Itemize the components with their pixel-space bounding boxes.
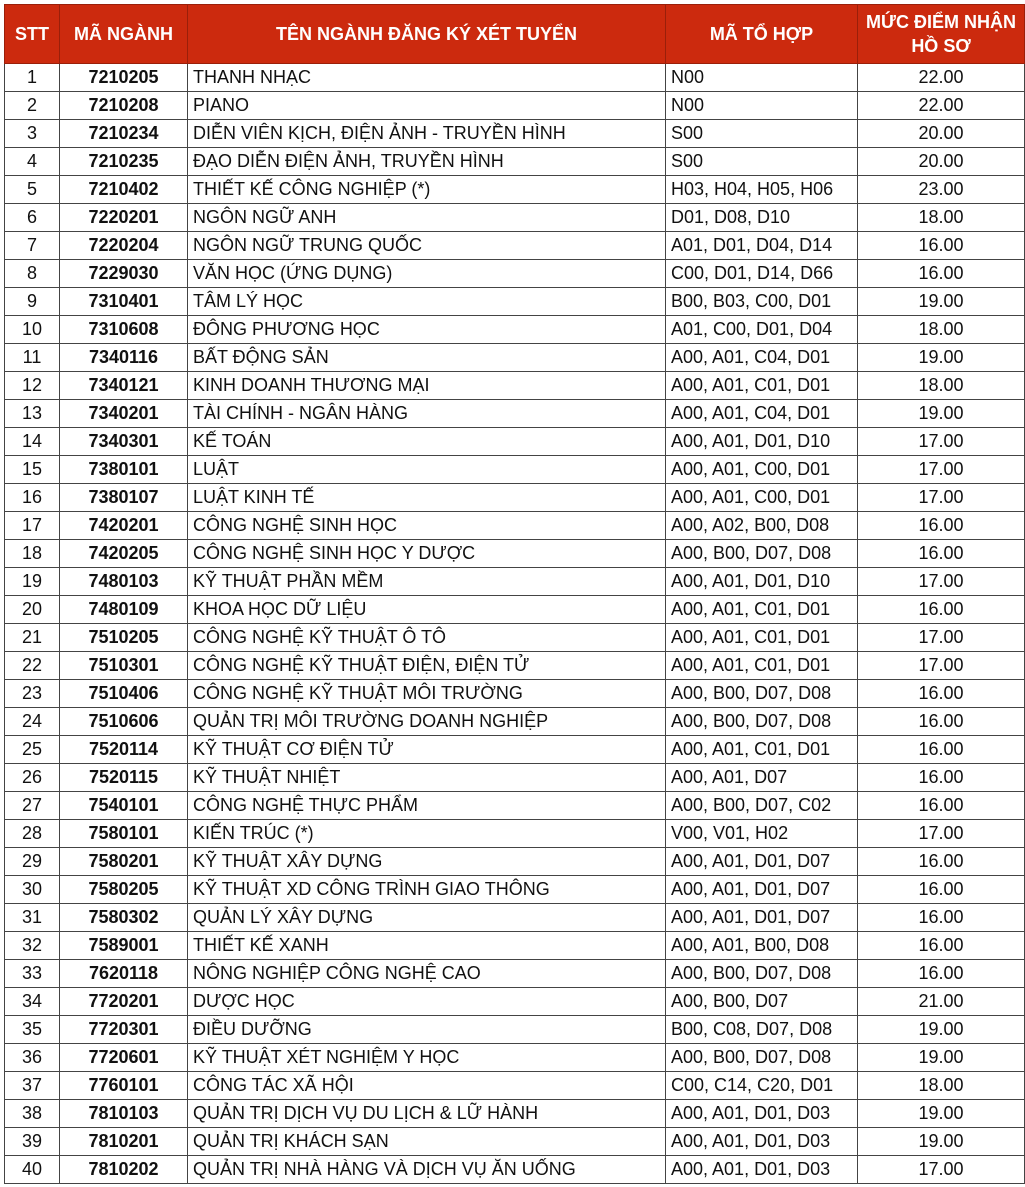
cell-name: DIỄN VIÊN KỊCH, ĐIỆN ẢNH - TRUYỀN HÌNH: [188, 120, 666, 148]
cell-code: 7340121: [60, 372, 188, 400]
cell-stt: 26: [5, 764, 60, 792]
cell-code: 7510205: [60, 624, 188, 652]
cell-combo: A00, A01, D01, D07: [666, 848, 858, 876]
cell-score: 17.00: [858, 568, 1025, 596]
cell-score: 16.00: [858, 260, 1025, 288]
cell-stt: 24: [5, 708, 60, 736]
cell-combo: A00, A01, C04, D01: [666, 344, 858, 372]
cell-combo: V00, V01, H02: [666, 820, 858, 848]
cell-code: 7720301: [60, 1016, 188, 1044]
cell-score: 17.00: [858, 652, 1025, 680]
cell-combo: A01, D01, D04, D14: [666, 232, 858, 260]
header-code: MÃ NGÀNH: [60, 5, 188, 64]
cell-score: 23.00: [858, 176, 1025, 204]
cell-combo: A00, A01, D01, D03: [666, 1128, 858, 1156]
cell-combo: A00, B00, D07, C02: [666, 792, 858, 820]
cell-score: 17.00: [858, 1156, 1025, 1184]
cell-name: CÔNG NGHỆ SINH HỌC Y DƯỢC: [188, 540, 666, 568]
cell-combo: A00, B00, D07: [666, 988, 858, 1016]
cell-score: 19.00: [858, 1016, 1025, 1044]
cell-name: KỸ THUẬT PHẦN MỀM: [188, 568, 666, 596]
cell-stt: 28: [5, 820, 60, 848]
cell-code: 7380107: [60, 484, 188, 512]
table-row: [5, 680, 1025, 708]
cell-code: 7229030: [60, 260, 188, 288]
table-row: [5, 204, 1025, 232]
cell-stt: 13: [5, 400, 60, 428]
cell-score: 20.00: [858, 120, 1025, 148]
cell-combo: C00, C14, C20, D01: [666, 1072, 858, 1100]
cell-code: 7510301: [60, 652, 188, 680]
admission-table: [4, 4, 1025, 1184]
cell-score: 16.00: [858, 680, 1025, 708]
cell-code: 7210235: [60, 148, 188, 176]
cell-name: QUẢN LÝ XÂY DỰNG: [188, 904, 666, 932]
cell-stt: 14: [5, 428, 60, 456]
cell-score: 16.00: [858, 232, 1025, 260]
cell-code: 7580101: [60, 820, 188, 848]
cell-stt: 32: [5, 932, 60, 960]
cell-combo: A00, A01, C04, D01: [666, 400, 858, 428]
cell-code: 7510406: [60, 680, 188, 708]
cell-name: THIẾT KẾ CÔNG NGHIỆP (*): [188, 176, 666, 204]
cell-name: LUẬT: [188, 456, 666, 484]
cell-code: 7420201: [60, 512, 188, 540]
cell-combo: A01, C00, D01, D04: [666, 316, 858, 344]
cell-combo: A00, A01, D01, D10: [666, 568, 858, 596]
cell-name: KỸ THUẬT NHIỆT: [188, 764, 666, 792]
cell-score: 16.00: [858, 932, 1025, 960]
header-stt: STT: [5, 5, 60, 64]
table-row: [5, 288, 1025, 316]
cell-combo: A00, B00, D07, D08: [666, 540, 858, 568]
cell-name: KHOA HỌC DỮ LIỆU: [188, 596, 666, 624]
cell-code: 7580302: [60, 904, 188, 932]
cell-combo: B00, B03, C00, D01: [666, 288, 858, 316]
cell-name: CÔNG NGHỆ KỸ THUẬT MÔI TRƯỜNG: [188, 680, 666, 708]
table-row: [5, 820, 1025, 848]
cell-combo: A00, A01, C00, D01: [666, 484, 858, 512]
table-row: [5, 428, 1025, 456]
cell-code: 7220204: [60, 232, 188, 260]
table-row: [5, 148, 1025, 176]
cell-stt: 33: [5, 960, 60, 988]
cell-code: 7720201: [60, 988, 188, 1016]
cell-stt: 20: [5, 596, 60, 624]
cell-code: 7760101: [60, 1072, 188, 1100]
table-row: [5, 568, 1025, 596]
cell-score: 16.00: [858, 736, 1025, 764]
cell-combo: N00: [666, 92, 858, 120]
cell-name: QUẢN TRỊ KHÁCH SẠN: [188, 1128, 666, 1156]
cell-name: KẾ TOÁN: [188, 428, 666, 456]
cell-code: 7210402: [60, 176, 188, 204]
cell-stt: 39: [5, 1128, 60, 1156]
cell-stt: 6: [5, 204, 60, 232]
table-row: [5, 960, 1025, 988]
table-row: [5, 400, 1025, 428]
cell-score: 19.00: [858, 344, 1025, 372]
table-row: [5, 120, 1025, 148]
cell-score: 19.00: [858, 1044, 1025, 1072]
cell-combo: A00, A01, D01, D07: [666, 876, 858, 904]
cell-code: 7589001: [60, 932, 188, 960]
table-row: [5, 596, 1025, 624]
cell-combo: B00, C08, D07, D08: [666, 1016, 858, 1044]
cell-combo: S00: [666, 148, 858, 176]
cell-score: 16.00: [858, 848, 1025, 876]
cell-score: 16.00: [858, 876, 1025, 904]
cell-stt: 21: [5, 624, 60, 652]
table-row: [5, 372, 1025, 400]
cell-name: CÔNG NGHỆ KỸ THUẬT ĐIỆN, ĐIỆN TỬ: [188, 652, 666, 680]
table-row: [5, 764, 1025, 792]
cell-code: 7340201: [60, 400, 188, 428]
cell-score: 17.00: [858, 428, 1025, 456]
cell-score: 16.00: [858, 540, 1025, 568]
cell-code: 7340301: [60, 428, 188, 456]
cell-stt: 38: [5, 1100, 60, 1128]
cell-name: BẤT ĐỘNG SẢN: [188, 344, 666, 372]
cell-stt: 23: [5, 680, 60, 708]
cell-name: VĂN HỌC (ỨNG DỤNG): [188, 260, 666, 288]
cell-name: ĐIỀU DƯỠNG: [188, 1016, 666, 1044]
cell-name: NÔNG NGHIỆP CÔNG NGHỆ CAO: [188, 960, 666, 988]
cell-name: KINH DOANH THƯƠNG MẠI: [188, 372, 666, 400]
table-row: [5, 344, 1025, 372]
table-row: [5, 1156, 1025, 1184]
table-row: [5, 64, 1025, 92]
cell-combo: D01, D08, D10: [666, 204, 858, 232]
table-row: [5, 512, 1025, 540]
cell-combo: A00, B00, D07, D08: [666, 680, 858, 708]
cell-code: 7540101: [60, 792, 188, 820]
cell-stt: 31: [5, 904, 60, 932]
cell-name: THANH NHẠC: [188, 64, 666, 92]
cell-stt: 3: [5, 120, 60, 148]
cell-stt: 5: [5, 176, 60, 204]
cell-stt: 36: [5, 1044, 60, 1072]
cell-name: PIANO: [188, 92, 666, 120]
cell-name: KIẾN TRÚC (*): [188, 820, 666, 848]
cell-combo: A00, A01, C01, D01: [666, 652, 858, 680]
cell-name: LUẬT KINH TẾ: [188, 484, 666, 512]
cell-code: 7210205: [60, 64, 188, 92]
cell-name: CÔNG TÁC XÃ HỘI: [188, 1072, 666, 1100]
cell-combo: S00: [666, 120, 858, 148]
table-row: [5, 484, 1025, 512]
cell-code: 7340116: [60, 344, 188, 372]
header-score: MỨC ĐIỂM NHẬN HỒ SƠ: [858, 5, 1025, 64]
cell-name: KỸ THUẬT XD CÔNG TRÌNH GIAO THÔNG: [188, 876, 666, 904]
cell-stt: 10: [5, 316, 60, 344]
cell-stt: 25: [5, 736, 60, 764]
cell-code: 7810103: [60, 1100, 188, 1128]
cell-combo: A00, A01, D07: [666, 764, 858, 792]
cell-name: DƯỢC HỌC: [188, 988, 666, 1016]
cell-name: THIẾT KẾ XANH: [188, 932, 666, 960]
table-row: [5, 1072, 1025, 1100]
cell-combo: N00: [666, 64, 858, 92]
cell-score: 16.00: [858, 904, 1025, 932]
cell-stt: 7: [5, 232, 60, 260]
cell-score: 17.00: [858, 820, 1025, 848]
table-row: [5, 848, 1025, 876]
cell-combo: A00, B00, D07, D08: [666, 1044, 858, 1072]
cell-code: 7810201: [60, 1128, 188, 1156]
cell-name: ĐÔNG PHƯƠNG HỌC: [188, 316, 666, 344]
cell-combo: H03, H04, H05, H06: [666, 176, 858, 204]
cell-name: NGÔN NGỮ TRUNG QUỐC: [188, 232, 666, 260]
cell-score: 16.00: [858, 792, 1025, 820]
cell-name: CÔNG NGHỆ KỸ THUẬT Ô TÔ: [188, 624, 666, 652]
cell-score: 16.00: [858, 960, 1025, 988]
cell-combo: A00, A01, C00, D01: [666, 456, 858, 484]
cell-stt: 18: [5, 540, 60, 568]
cell-stt: 37: [5, 1072, 60, 1100]
cell-stt: 8: [5, 260, 60, 288]
table-row: [5, 260, 1025, 288]
cell-combo: A00, A01, D01, D10: [666, 428, 858, 456]
table-row: [5, 1044, 1025, 1072]
cell-combo: A00, B00, D07, D08: [666, 708, 858, 736]
cell-code: 7210208: [60, 92, 188, 120]
table-row: [5, 876, 1025, 904]
table-row: [5, 1016, 1025, 1044]
cell-score: 21.00: [858, 988, 1025, 1016]
cell-name: QUẢN TRỊ MÔI TRƯỜNG DOANH NGHIỆP: [188, 708, 666, 736]
cell-code: 7220201: [60, 204, 188, 232]
cell-score: 19.00: [858, 1100, 1025, 1128]
cell-stt: 40: [5, 1156, 60, 1184]
table-row: [5, 232, 1025, 260]
cell-name: KỸ THUẬT XÉT NGHIỆM Y HỌC: [188, 1044, 666, 1072]
header-name: TÊN NGÀNH ĐĂNG KÝ XÉT TUYỂN: [188, 5, 666, 64]
cell-score: 16.00: [858, 764, 1025, 792]
cell-score: 22.00: [858, 64, 1025, 92]
cell-code: 7420205: [60, 540, 188, 568]
cell-code: 7720601: [60, 1044, 188, 1072]
cell-code: 7620118: [60, 960, 188, 988]
cell-stt: 34: [5, 988, 60, 1016]
cell-combo: A00, B00, D07, D08: [666, 960, 858, 988]
header-row: [5, 5, 1025, 64]
table-row: [5, 736, 1025, 764]
cell-combo: A00, A01, D01, D07: [666, 904, 858, 932]
cell-score: 18.00: [858, 204, 1025, 232]
cell-code: 7310608: [60, 316, 188, 344]
cell-combo: A00, A01, C01, D01: [666, 596, 858, 624]
cell-code: 7310401: [60, 288, 188, 316]
table-row: [5, 1128, 1025, 1156]
cell-code: 7380101: [60, 456, 188, 484]
table-row: [5, 92, 1025, 120]
cell-stt: 4: [5, 148, 60, 176]
cell-stt: 29: [5, 848, 60, 876]
cell-name: CÔNG NGHỆ THỰC PHẨM: [188, 792, 666, 820]
cell-stt: 27: [5, 792, 60, 820]
cell-score: 16.00: [858, 708, 1025, 736]
cell-code: 7520115: [60, 764, 188, 792]
cell-score: 18.00: [858, 372, 1025, 400]
cell-score: 18.00: [858, 316, 1025, 344]
cell-stt: 2: [5, 92, 60, 120]
cell-stt: 22: [5, 652, 60, 680]
cell-stt: 19: [5, 568, 60, 596]
cell-combo: A00, A01, C01, D01: [666, 372, 858, 400]
cell-name: QUẢN TRỊ NHÀ HÀNG VÀ DỊCH VỤ ĂN UỐNG: [188, 1156, 666, 1184]
cell-code: 7510606: [60, 708, 188, 736]
cell-score: 19.00: [858, 1128, 1025, 1156]
cell-name: TÂM LÝ HỌC: [188, 288, 666, 316]
cell-combo: A00, A01, C01, D01: [666, 624, 858, 652]
cell-combo: A00, A02, B00, D08: [666, 512, 858, 540]
cell-combo: A00, A01, D01, D03: [666, 1156, 858, 1184]
cell-score: 22.00: [858, 92, 1025, 120]
table-row: [5, 1100, 1025, 1128]
cell-stt: 11: [5, 344, 60, 372]
table-row: [5, 904, 1025, 932]
table-row: [5, 792, 1025, 820]
cell-score: 19.00: [858, 400, 1025, 428]
table-row: [5, 316, 1025, 344]
cell-name: ĐẠO DIỄN ĐIỆN ẢNH, TRUYỀN HÌNH: [188, 148, 666, 176]
table-row: [5, 624, 1025, 652]
cell-code: 7480109: [60, 596, 188, 624]
cell-name: KỸ THUẬT XÂY DỰNG: [188, 848, 666, 876]
cell-stt: 1: [5, 64, 60, 92]
cell-combo: C00, D01, D14, D66: [666, 260, 858, 288]
cell-score: 17.00: [858, 484, 1025, 512]
cell-score: 17.00: [858, 624, 1025, 652]
cell-score: 16.00: [858, 512, 1025, 540]
cell-score: 20.00: [858, 148, 1025, 176]
cell-combo: A00, A01, B00, D08: [666, 932, 858, 960]
cell-name: KỸ THUẬT CƠ ĐIỆN TỬ: [188, 736, 666, 764]
cell-name: QUẢN TRỊ DỊCH VỤ DU LỊCH & LỮ HÀNH: [188, 1100, 666, 1128]
cell-stt: 16: [5, 484, 60, 512]
cell-score: 19.00: [858, 288, 1025, 316]
cell-code: 7580201: [60, 848, 188, 876]
cell-score: 17.00: [858, 456, 1025, 484]
table-row: [5, 988, 1025, 1016]
cell-score: 16.00: [858, 596, 1025, 624]
table-body: [5, 64, 1025, 1184]
cell-code: 7810202: [60, 1156, 188, 1184]
cell-stt: 35: [5, 1016, 60, 1044]
table-row: [5, 456, 1025, 484]
cell-stt: 17: [5, 512, 60, 540]
cell-score: 18.00: [858, 1072, 1025, 1100]
table-row: [5, 176, 1025, 204]
cell-code: 7520114: [60, 736, 188, 764]
table-row: [5, 652, 1025, 680]
cell-combo: A00, A01, D01, D03: [666, 1100, 858, 1128]
cell-code: 7580205: [60, 876, 188, 904]
cell-code: 7210234: [60, 120, 188, 148]
table-row: [5, 708, 1025, 736]
cell-code: 7480103: [60, 568, 188, 596]
header-combo: MÃ TỔ HỢP: [666, 5, 858, 64]
table-row: [5, 932, 1025, 960]
table-row: [5, 540, 1025, 568]
cell-name: CÔNG NGHỆ SINH HỌC: [188, 512, 666, 540]
cell-stt: 9: [5, 288, 60, 316]
cell-combo: A00, A01, C01, D01: [666, 736, 858, 764]
cell-stt: 30: [5, 876, 60, 904]
cell-stt: 12: [5, 372, 60, 400]
cell-name: TÀI CHÍNH - NGÂN HÀNG: [188, 400, 666, 428]
cell-stt: 15: [5, 456, 60, 484]
cell-name: NGÔN NGỮ ANH: [188, 204, 666, 232]
